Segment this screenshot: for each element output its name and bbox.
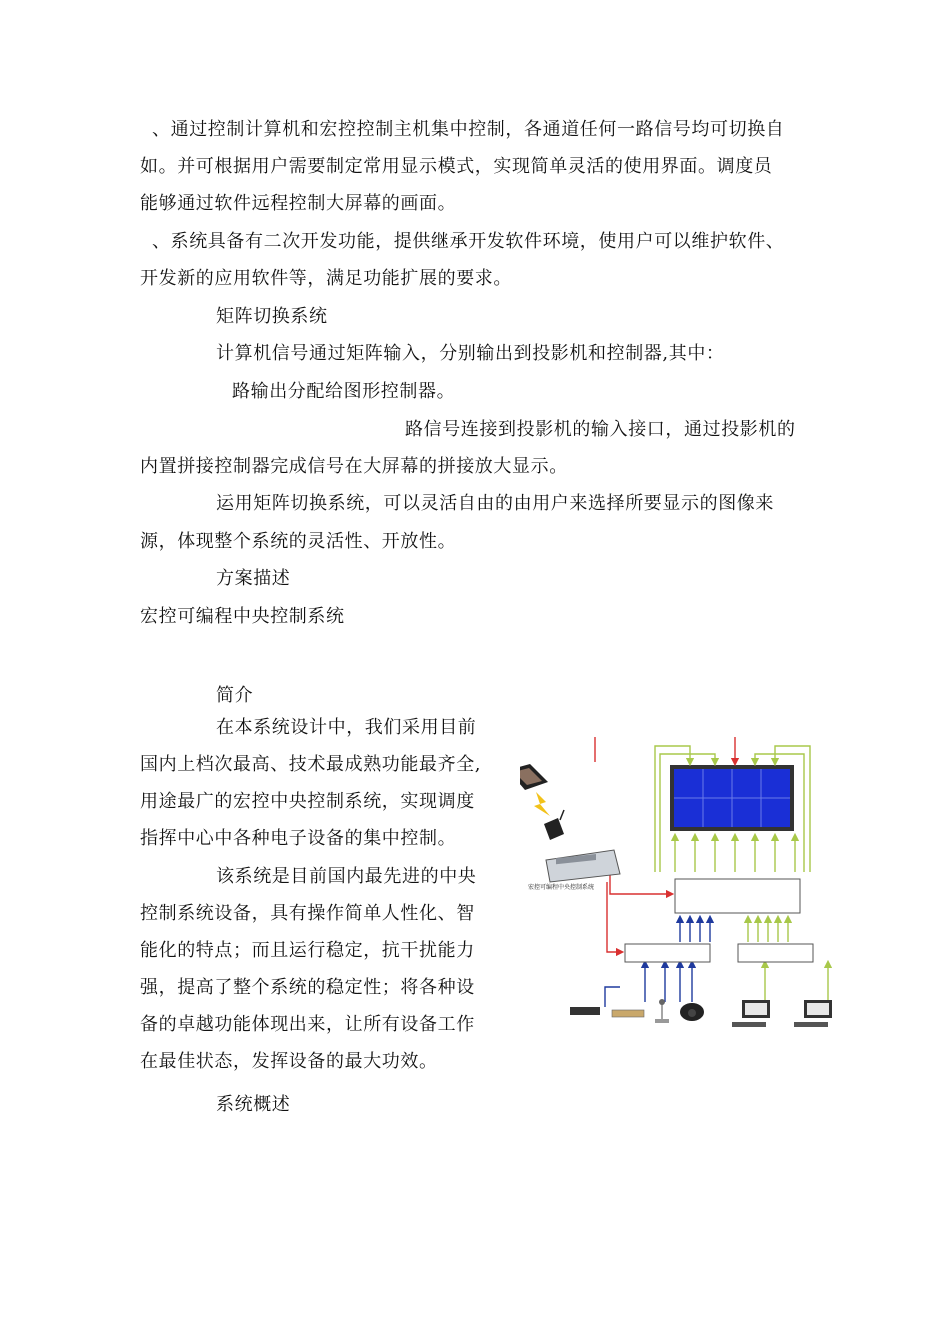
- paragraph-line: 指挥中心中各种电子设备的集中控制。: [140, 828, 457, 849]
- system-diagram-svg: [520, 732, 840, 1052]
- paragraph-line: 如。并可根据用户需要制定常用显示模式，实现简单灵活的使用界面。调度员: [140, 156, 773, 177]
- blue-signal-lines: [605, 919, 710, 1007]
- section-heading: 系统概述: [216, 1094, 291, 1115]
- video-matrix-box: [625, 944, 710, 962]
- computer-workstation-icon: [794, 1000, 832, 1027]
- paragraph-line: 开发新的应用软件等，满足功能扩展的要求。: [140, 268, 512, 289]
- paragraph-line: 内置拼接控制器完成信号在大屏幕的拼接放大显示。: [140, 456, 568, 477]
- video-wall-screen: [670, 765, 794, 831]
- central-host-icon: [546, 850, 620, 882]
- section-heading: 矩阵切换系统: [216, 306, 328, 327]
- document-camera-icon: [655, 999, 669, 1023]
- section-heading: 简介: [216, 685, 254, 706]
- touch-panel-icon: [520, 764, 548, 790]
- dvd-player-icon: [570, 1007, 600, 1015]
- paragraph-line: 在本系统设计中，我们采用目前: [216, 717, 477, 738]
- paragraph-line: 、系统具备有二次开发功能，提供继承开发软件环境，使用户可以维护软件、: [152, 231, 785, 252]
- paragraph-line: 能化的特点；而且运行稳定，抗干扰能力: [140, 940, 475, 961]
- ptz-camera-icon: [680, 1003, 704, 1021]
- paragraph-line: 备的卓越功能体现出来，让所有设备工作: [140, 1014, 475, 1035]
- paragraph-line: 路信号连接到投影机的输入接口，通过投影机的: [405, 419, 796, 440]
- paragraph-line: 能够通过软件远程控制大屏幕的画面。: [140, 193, 457, 214]
- paragraph-line: 源，体现整个系统的灵活性、开放性。: [140, 531, 457, 552]
- wireless-bolt-icon: [534, 792, 550, 816]
- wireless-receiver-icon: [544, 810, 564, 840]
- paragraph-line: 国内上档次最高、技术最成熟功能最齐全,: [140, 754, 482, 775]
- video-recorder-icon: [612, 1010, 644, 1017]
- matrix-switcher-box: [675, 879, 800, 913]
- paragraph-line: 运用矩阵切换系统，可以灵活自由的由用户来选择所要显示的图像来: [216, 493, 774, 514]
- paragraph-line: 、通过控制计算机和宏控控制主机集中控制，各通道任何一路信号均可切换自: [152, 119, 785, 140]
- paragraph-line: 控制系统设备，具有操作简单人性化、智: [140, 903, 475, 924]
- paragraph-line: 用途最广的宏控中央控制系统，实现调度: [140, 791, 475, 812]
- paragraph-line: 计算机信号通过矩阵输入，分别输出到投影机和控制器,其中：: [216, 343, 725, 364]
- section-heading: 宏控可编程中央控制系统: [140, 606, 345, 627]
- paragraph-line: 路输出分配给图形控制器。: [232, 381, 456, 402]
- computer-matrix-box: [738, 944, 813, 962]
- central-host-label: 宏控可编程中央控制系统: [528, 884, 595, 891]
- paragraph-line: 该系统是目前国内最先进的中央: [216, 866, 477, 887]
- computer-workstation-icon: [732, 1000, 770, 1027]
- paragraph-line: 在最佳状态，发挥设备的最大功效。: [140, 1051, 438, 1072]
- section-heading: 方案描述: [216, 568, 291, 589]
- system-diagram: [520, 732, 840, 1052]
- paragraph-line: 强，提高了整个系统的稳定性；将各种设: [140, 977, 475, 998]
